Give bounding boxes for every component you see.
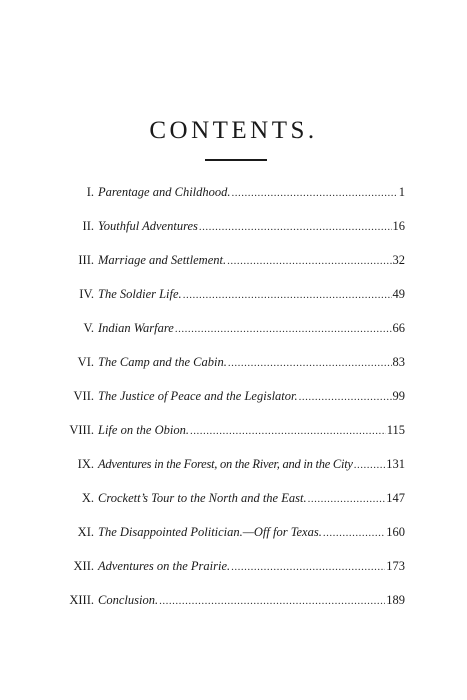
toc-entry[interactable] [0, 386, 467, 406]
page-number: 16 [392, 219, 405, 233]
chapter-number: I. [86, 185, 94, 199]
chapter-title: Indian Warfare [98, 321, 174, 335]
page-number: 131 [386, 457, 405, 471]
toc-entry[interactable] [0, 250, 467, 270]
page-number: 115 [386, 423, 405, 437]
toc-entry[interactable] [0, 556, 467, 576]
toc-entry[interactable] [0, 590, 467, 610]
toc-entry[interactable] [0, 454, 467, 474]
toc-entry[interactable] [0, 522, 467, 542]
chapter-title: Conclusion. [98, 593, 159, 607]
chapter-title: Life on the Obion. [98, 423, 189, 437]
page-number: 99 [392, 389, 405, 403]
toc-entry[interactable] [0, 352, 467, 372]
chapter-title: The Justice of Peace and the Legislator. [98, 389, 298, 403]
title-divider [205, 159, 267, 161]
toc-entry[interactable] [0, 420, 467, 440]
dot-leader [308, 489, 386, 509]
toc-entry[interactable] [0, 182, 467, 202]
page-number: 49 [392, 287, 405, 301]
chapter-title: The Camp and the Cabin. [98, 355, 227, 369]
chapter-title: The Soldier Life. [98, 287, 182, 301]
chapter-number: X. [81, 491, 94, 505]
chapter-title: Parentage and Childhood. [98, 185, 231, 199]
dot-leader [199, 217, 392, 237]
dot-leader [227, 251, 391, 271]
dot-leader [228, 353, 392, 373]
chapter-number: VII. [73, 389, 94, 403]
dot-leader [175, 319, 392, 339]
dot-leader [159, 591, 385, 611]
page-number: 189 [386, 593, 405, 607]
page-number: 173 [386, 559, 405, 573]
chapter-number: XIII. [69, 593, 94, 607]
chapter-title: Marriage and Settlement. [98, 253, 227, 267]
chapter-number: VIII. [69, 423, 94, 437]
chapter-title: Crockett’s Tour to the North and the East. [98, 491, 307, 505]
dot-leader [299, 387, 392, 407]
chapter-title: Adventures on the Prairie. [98, 559, 231, 573]
page-number: 147 [386, 491, 405, 505]
chapter-number: XII. [73, 559, 94, 573]
page-number: 32 [392, 253, 405, 267]
chapter-number: V. [83, 321, 94, 335]
chapter-number: IX. [77, 457, 94, 471]
chapter-number: II. [82, 219, 94, 233]
chapter-title: Adventures in the Forest, on the River, and in the City [98, 457, 353, 471]
toc-entry[interactable] [0, 284, 467, 304]
chapter-number: IV. [79, 287, 94, 301]
chapter-title: The Disappointed Politician.—Off for Texas. [98, 525, 322, 539]
toc-entry[interactable] [0, 488, 467, 508]
dot-leader [231, 557, 385, 577]
chapter-number: XI. [77, 525, 94, 539]
dot-leader [190, 421, 386, 441]
dot-leader [183, 285, 392, 305]
chapter-title: Youthful Adventures [98, 219, 198, 233]
chapter-number: III. [78, 253, 94, 267]
chapter-number: VI. [77, 355, 94, 369]
page-number: 160 [386, 525, 405, 539]
page-number: 66 [392, 321, 405, 335]
page-number: 83 [392, 355, 405, 369]
dot-leader [354, 455, 386, 475]
dot-leader [323, 523, 385, 543]
page-title: CONTENTS. [149, 117, 318, 144]
page-number: 1 [398, 185, 405, 199]
dot-leader [232, 183, 398, 203]
toc-entry[interactable] [0, 318, 467, 338]
toc-entry[interactable] [0, 216, 467, 236]
